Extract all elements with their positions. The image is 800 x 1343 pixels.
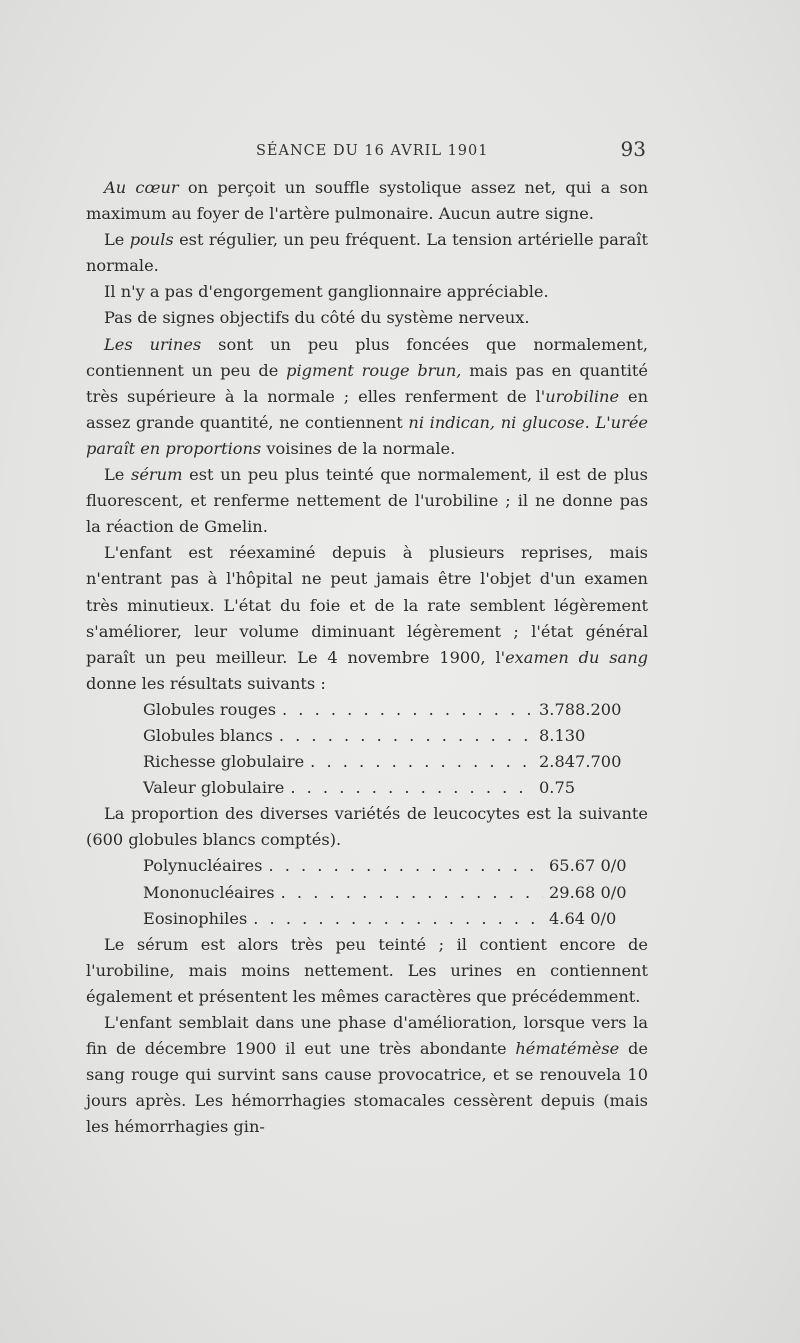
text-run: est régulier, un peu fréquent. La tension artérielle paraît normale. (86, 230, 648, 276)
paragraph-pulse (86, 227, 648, 279)
leucocyte-table (86, 853, 648, 931)
paragraph-serum (86, 462, 648, 540)
text-run: voisines de la normale. (261, 438, 456, 458)
page-number: 93 (620, 137, 646, 161)
emphasis: hématémèse (515, 1039, 620, 1059)
paragraph-serum-later: Le sérum est alors très peu teinté ; il contient encore de l'urobiline, mais moins nettement. Les urines en contiennent également et présentent les mêmes caractères que précédemment. (86, 934, 648, 1006)
row-label: Valeur globulaire (143, 778, 285, 798)
table-row (86, 697, 625, 723)
row-value: 3.788.200 (539, 699, 622, 719)
emphasis: Au cœur (104, 178, 179, 197)
table-row (86, 906, 645, 932)
page-header (86, 137, 648, 167)
paragraph-hematemesis (86, 1010, 648, 1140)
text-run: en assez grande quantité, ne contiennent (86, 386, 648, 432)
text-run: L'enfant semblait dans une phase d'amélioration, lorsque vers la fin de décembre 1900 il eut une très abondante (86, 1013, 648, 1059)
paragraph-ganglions: Il n'y a pas d'engorgement ganglionnaire appréciable. (104, 282, 549, 302)
emphasis: urobiline (545, 386, 620, 406)
emphasis: ni indican, ni glucose. (408, 412, 590, 432)
leader-dots (290, 775, 533, 801)
text-run: Le (104, 465, 132, 485)
leader-dots (279, 723, 533, 749)
leader-dots (282, 697, 533, 723)
paragraph-reexam (86, 540, 648, 697)
text-run: sont un peu plus foncées que normalement, contiennent un peu de (86, 334, 648, 380)
leader-dots (310, 749, 533, 775)
table-row (86, 853, 645, 879)
row-value: 2.847.700 (539, 752, 622, 772)
blood-exam-table (86, 697, 648, 801)
text-run: Le (104, 230, 130, 250)
leader-dots (281, 880, 543, 906)
text-run: mais pas en quantité très supérieure à la normale ; elles renferment de l' (86, 360, 648, 406)
row-label: Richesse globulaire (143, 752, 305, 772)
emphasis: pouls (129, 230, 174, 250)
text-run: est un peu plus teinté que normalement, il est de plus fluorescent, et renferme nettement de l'urobiline ; il ne donne pas la réaction de Gmelin. (86, 465, 648, 537)
emphasis: pigment rouge brun, (286, 360, 462, 380)
emphasis: L'urée paraît en proportions (86, 412, 648, 458)
table-row (86, 880, 645, 906)
table-row (86, 749, 625, 775)
row-value: 0.75 (539, 778, 576, 798)
paragraph-nervous: Pas de signes objectifs du côté du système nerveux. (104, 308, 530, 328)
row-label: Polynucléaires (143, 856, 263, 876)
row-label: Mononucléaires (143, 882, 275, 902)
leader-dots (268, 853, 543, 879)
row-value: 4.64 0/0 (549, 908, 617, 928)
row-value: 8.130 (539, 725, 586, 745)
text-run: donne les résultats suivants : (86, 673, 326, 693)
running-title: SÉANCE DU 16 AVRIL 1901 (256, 143, 489, 159)
paragraph-heart (86, 175, 648, 227)
row-label: Globules rouges (143, 699, 277, 719)
row-value: 65.67 0/0 (549, 856, 627, 876)
paragraph-leucocytes: La proportion des diverses variétés de leucocytes est la suivante (600 globules blancs comptés). (86, 804, 648, 850)
text-run: on perçoit un souffle systolique assez net, qui a son maximum au foyer de l'artère pulmonaire. Aucun autre signe. (86, 178, 649, 224)
emphasis: sérum (131, 465, 183, 485)
body-text (86, 175, 648, 1140)
paragraph-urine (86, 332, 648, 462)
row-label: Globules blancs (143, 725, 273, 745)
emphasis: Les urines (104, 334, 202, 354)
table-row (86, 775, 625, 801)
row-label: Eosinophiles (143, 908, 248, 928)
row-value: 29.68 0/0 (549, 882, 627, 902)
table-row (86, 723, 625, 749)
text-run: de sang rouge qui survint sans cause provocatrice, et se renouvela 10 jours après. Les hémorrhagies stomacales cessèrent depuis (mais les hémorrhagies gin- (86, 1039, 648, 1137)
emphasis: examen du sang (505, 647, 648, 667)
text-run: L'enfant est réexaminé depuis à plusieurs reprises, mais n'entrant pas à l'hôpital ne peut jamais être l'objet d'un examen très minutieux. L'état du foie et de la rate semblent légèrement s'améliorer, leur volume diminuant légèrement ; l'état général paraît un peu meilleur. Le 4 novembre 1900, l' (86, 543, 648, 667)
leader-dots (253, 906, 543, 932)
